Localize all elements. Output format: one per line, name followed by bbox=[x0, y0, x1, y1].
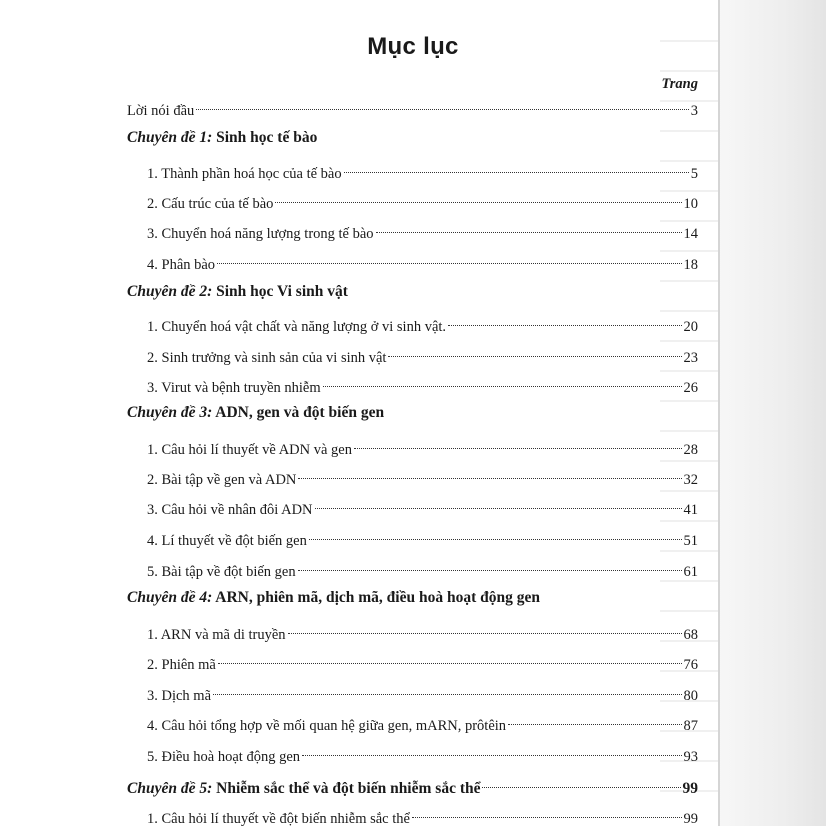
dot-leader bbox=[323, 372, 682, 392]
toc-entry-page: 28 bbox=[683, 442, 698, 458]
dot-leader bbox=[388, 342, 681, 362]
toc-entry bbox=[147, 619, 698, 643]
toc-entry-label: 1. ARN và mã di truyền bbox=[147, 627, 286, 643]
chapter-prefix: Chuyên đề 1: bbox=[127, 129, 213, 146]
toc-entry bbox=[147, 342, 698, 366]
toc-entry-page: 26 bbox=[683, 380, 698, 396]
toc-entry bbox=[147, 249, 698, 273]
toc-entry-page: 23 bbox=[683, 350, 698, 366]
chapter-name: Sinh học tế bào bbox=[216, 129, 318, 146]
dot-leader bbox=[412, 803, 682, 823]
toc-entry bbox=[147, 803, 698, 827]
toc-entry bbox=[147, 372, 698, 396]
toc-entry bbox=[147, 434, 698, 458]
toc-entry-label: 2. Cấu trúc của tế bào bbox=[147, 196, 274, 212]
toc-entry bbox=[147, 494, 698, 518]
toc-entry-page: 80 bbox=[683, 688, 698, 704]
toc-entry-page: 5 bbox=[690, 166, 698, 182]
chapter-heading-label bbox=[127, 779, 480, 799]
toc-entry-page: 20 bbox=[683, 319, 698, 335]
dot-leader bbox=[344, 158, 689, 178]
toc-entry bbox=[147, 649, 698, 673]
toc-entry-page: 87 bbox=[683, 718, 698, 734]
chapter-heading-2 bbox=[127, 282, 348, 302]
toc-entry-page: 10 bbox=[683, 196, 698, 212]
dot-leader bbox=[302, 741, 681, 761]
toc-entry bbox=[147, 464, 698, 488]
dot-leader bbox=[288, 619, 682, 639]
chapter-heading-4 bbox=[127, 588, 540, 608]
toc-entry bbox=[147, 158, 698, 182]
dot-leader bbox=[448, 311, 681, 331]
chapter-heading-3 bbox=[127, 403, 384, 423]
toc-entry-page: 32 bbox=[683, 472, 698, 488]
toc-entry-label: 3. Câu hỏi về nhân đôi ADN bbox=[147, 502, 313, 518]
dot-leader bbox=[217, 249, 681, 269]
dot-leader bbox=[354, 434, 682, 454]
toc-entry-label: 1. Câu hỏi lí thuyết về ADN và gen bbox=[147, 442, 352, 458]
dot-leader bbox=[218, 649, 682, 669]
chapter-prefix: Chuyên đề 4: bbox=[127, 589, 213, 606]
toc-entry-page: 93 bbox=[683, 749, 698, 765]
dot-leader bbox=[213, 680, 681, 700]
toc-entry-page: 68 bbox=[683, 627, 698, 643]
toc-entry bbox=[147, 218, 698, 242]
toc-entry-label: 1. Câu hỏi lí thuyết về đột biến nhiễm sắc thể bbox=[147, 811, 410, 827]
toc-entry-label: Lời nói đầu bbox=[127, 103, 195, 119]
toc-entry-page: 76 bbox=[683, 657, 698, 673]
toc-entry bbox=[147, 525, 698, 549]
dot-leader bbox=[275, 188, 681, 208]
chapter-name: ADN, gen và đột biến gen bbox=[215, 404, 385, 421]
dot-leader bbox=[196, 95, 688, 115]
page-title: Mục lục bbox=[367, 33, 459, 60]
chapter-prefix: Chuyên đề 3: bbox=[127, 404, 213, 421]
toc-entry-label: 4. Phân bào bbox=[147, 257, 216, 273]
chapter-name: ARN, phiên mã, dịch mã, điều hoà hoạt động gen bbox=[215, 589, 540, 606]
toc-entry-page: 61 bbox=[683, 564, 698, 580]
chapter-prefix: Chuyên đề 5: bbox=[127, 780, 213, 797]
dot-leader bbox=[376, 218, 682, 238]
toc-entry bbox=[147, 311, 698, 335]
toc-entry-label: 1. Thành phần hoá học của tế bào bbox=[147, 166, 342, 182]
dot-leader bbox=[298, 464, 681, 484]
toc-entry-label: 1. Chuyển hoá vật chất và năng lượng ở vi sinh vật. bbox=[147, 319, 447, 335]
toc-entry-page: 41 bbox=[683, 502, 698, 518]
dot-leader bbox=[315, 494, 682, 514]
toc-entry bbox=[147, 556, 698, 580]
page-column-header: Trang bbox=[661, 76, 698, 92]
toc-entry bbox=[147, 710, 698, 734]
chapter-heading-1 bbox=[127, 128, 317, 148]
toc-entry-label: 2. Phiên mã bbox=[147, 657, 216, 673]
toc-entry-label: 5. Điều hoà hoạt động gen bbox=[147, 749, 301, 765]
toc-entry-page: 14 bbox=[683, 226, 698, 242]
toc-entry-preface bbox=[127, 95, 698, 119]
dot-leader bbox=[482, 773, 680, 793]
toc-entry-page: 99 bbox=[682, 780, 698, 797]
toc-entry-page: 3 bbox=[690, 103, 698, 119]
dot-leader bbox=[309, 525, 682, 545]
toc-entry bbox=[147, 188, 698, 212]
toc-entry-label: 2. Bài tập về gen và ADN bbox=[147, 472, 297, 488]
toc-entry-page: 51 bbox=[683, 533, 698, 549]
toc-entry bbox=[147, 680, 698, 704]
toc-entry-page: 18 bbox=[683, 257, 698, 273]
toc-entry bbox=[147, 741, 698, 765]
dot-leader bbox=[298, 556, 682, 576]
chapter-prefix: Chuyên đề 2: bbox=[127, 283, 213, 300]
page-edge-shadow bbox=[718, 0, 826, 826]
toc-entry-label: 2. Sinh trưởng và sinh sản của vi sinh vật bbox=[147, 350, 387, 366]
toc-entry-label: 3. Virut và bệnh truyền nhiễm bbox=[147, 380, 321, 396]
toc-entry-page: 99 bbox=[683, 811, 698, 827]
toc-entry-label: 4. Lí thuyết về đột biến gen bbox=[147, 533, 307, 549]
dot-leader bbox=[508, 710, 681, 730]
toc-entry-label: 3. Dịch mã bbox=[147, 688, 212, 704]
chapter-name: Nhiễm sắc thể và đột biến nhiễm sắc thể bbox=[216, 780, 481, 797]
toc-entry-label: 5. Bài tập về đột biến gen bbox=[147, 564, 296, 580]
toc-entry-label: 4. Câu hỏi tổng hợp về mối quan hệ giữa gen, mARN, prôtêin bbox=[147, 718, 507, 734]
chapter-heading-5 bbox=[127, 773, 698, 797]
toc-entry-label: 3. Chuyển hoá năng lượng trong tế bào bbox=[147, 226, 374, 242]
chapter-name: Sinh học Vi sinh vật bbox=[216, 283, 348, 300]
